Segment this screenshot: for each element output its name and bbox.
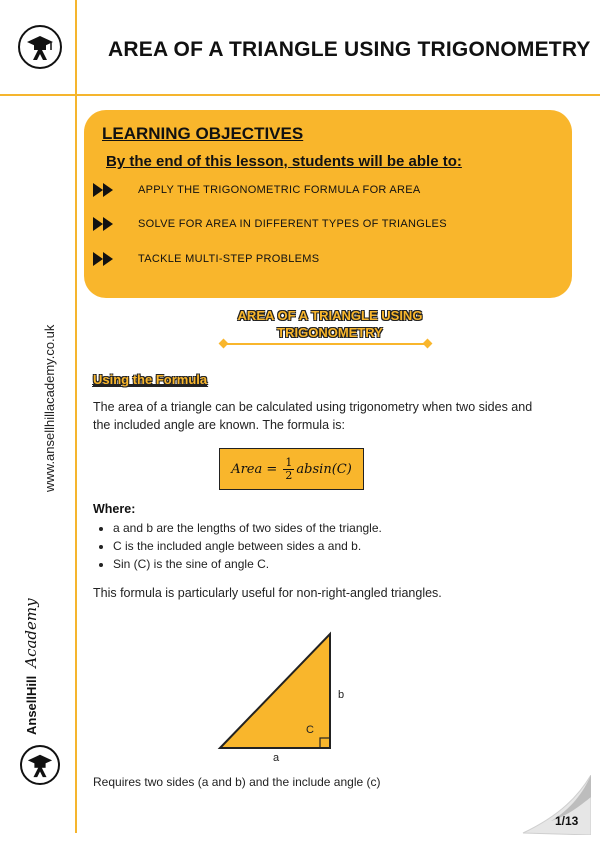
section-heading: Using the Formula bbox=[93, 372, 208, 387]
list-item: • Sin (C) is the sine of angle C. bbox=[113, 555, 382, 573]
angle-c-label: C bbox=[306, 724, 314, 736]
triangle-diagram bbox=[210, 628, 350, 752]
formula-box bbox=[219, 448, 364, 490]
double-arrow-icon bbox=[92, 251, 116, 267]
objective-text: TACKLE MULTI-STEP PROBLEMS bbox=[138, 253, 320, 265]
objective-text: SOLVE FOR AREA IN DIFFERENT TYPES OF TRIANGLES bbox=[138, 218, 447, 230]
academy-logo-bottom bbox=[20, 745, 60, 785]
objective-item bbox=[92, 251, 319, 267]
brand-name: AnsellHill bbox=[23, 675, 39, 735]
header-divider bbox=[0, 94, 600, 96]
list-item: • C is the included angle between sides a and b. bbox=[113, 537, 382, 555]
learning-objectives-box bbox=[84, 110, 572, 298]
page-number: 1/13 bbox=[555, 814, 579, 828]
side-b-label: b bbox=[338, 689, 345, 701]
objective-item bbox=[92, 216, 447, 232]
objective-text: APPLY THE TRIGONOMETRIC FORMULA FOR AREA bbox=[138, 184, 421, 196]
objectives-title: LEARNING OBJECTIVES bbox=[102, 124, 304, 143]
sidebar-divider bbox=[75, 0, 77, 833]
where-label: Where: bbox=[93, 502, 136, 516]
academy-logo bbox=[18, 25, 62, 69]
brand-wordmark bbox=[22, 598, 40, 735]
website-url: www.ansellhillacademy.co.uk bbox=[42, 324, 57, 492]
intro-line-2: the included angle are known. The formula is: bbox=[93, 418, 346, 432]
formula-lhs: Area bbox=[231, 461, 263, 477]
definition-list bbox=[93, 519, 382, 573]
formula-fraction bbox=[283, 457, 294, 482]
fraction-denominator: 2 bbox=[285, 468, 293, 482]
banner-line-2: TRIGONOMETRY bbox=[277, 325, 383, 340]
page-title: AREA OF A TRIANGLE USING TRIGONOMETRY bbox=[108, 38, 591, 61]
brand-subtitle: Academy bbox=[22, 598, 40, 668]
double-arrow-icon bbox=[92, 216, 116, 232]
usage-note: This formula is particularly useful for non-right-angled triangles. bbox=[93, 586, 442, 600]
objectives-subtitle: By the end of this lesson, students will be able to: bbox=[106, 153, 462, 170]
side-a-label: a bbox=[273, 752, 280, 764]
banner-underline bbox=[222, 343, 428, 345]
banner-line-1: AREA OF A TRIANGLE USING bbox=[237, 308, 423, 323]
graduation-cap-icon bbox=[25, 32, 55, 62]
intro-line-1: The area of a triangle can be calculated using trigonometry when two sides and bbox=[93, 400, 533, 414]
double-arrow-icon bbox=[92, 182, 116, 198]
objective-item bbox=[92, 182, 421, 198]
formula-equals: = bbox=[262, 461, 282, 477]
section-banner bbox=[180, 307, 480, 341]
diagram-caption: Requires two sides (a and b) and the include angle (c) bbox=[93, 775, 381, 789]
fraction-numerator: 1 bbox=[285, 455, 293, 469]
formula-rhs: absin(C) bbox=[296, 461, 352, 477]
graduation-cap-icon bbox=[26, 751, 54, 779]
list-item: • a and b are the lengths of two sides of the triangle. bbox=[113, 519, 382, 537]
